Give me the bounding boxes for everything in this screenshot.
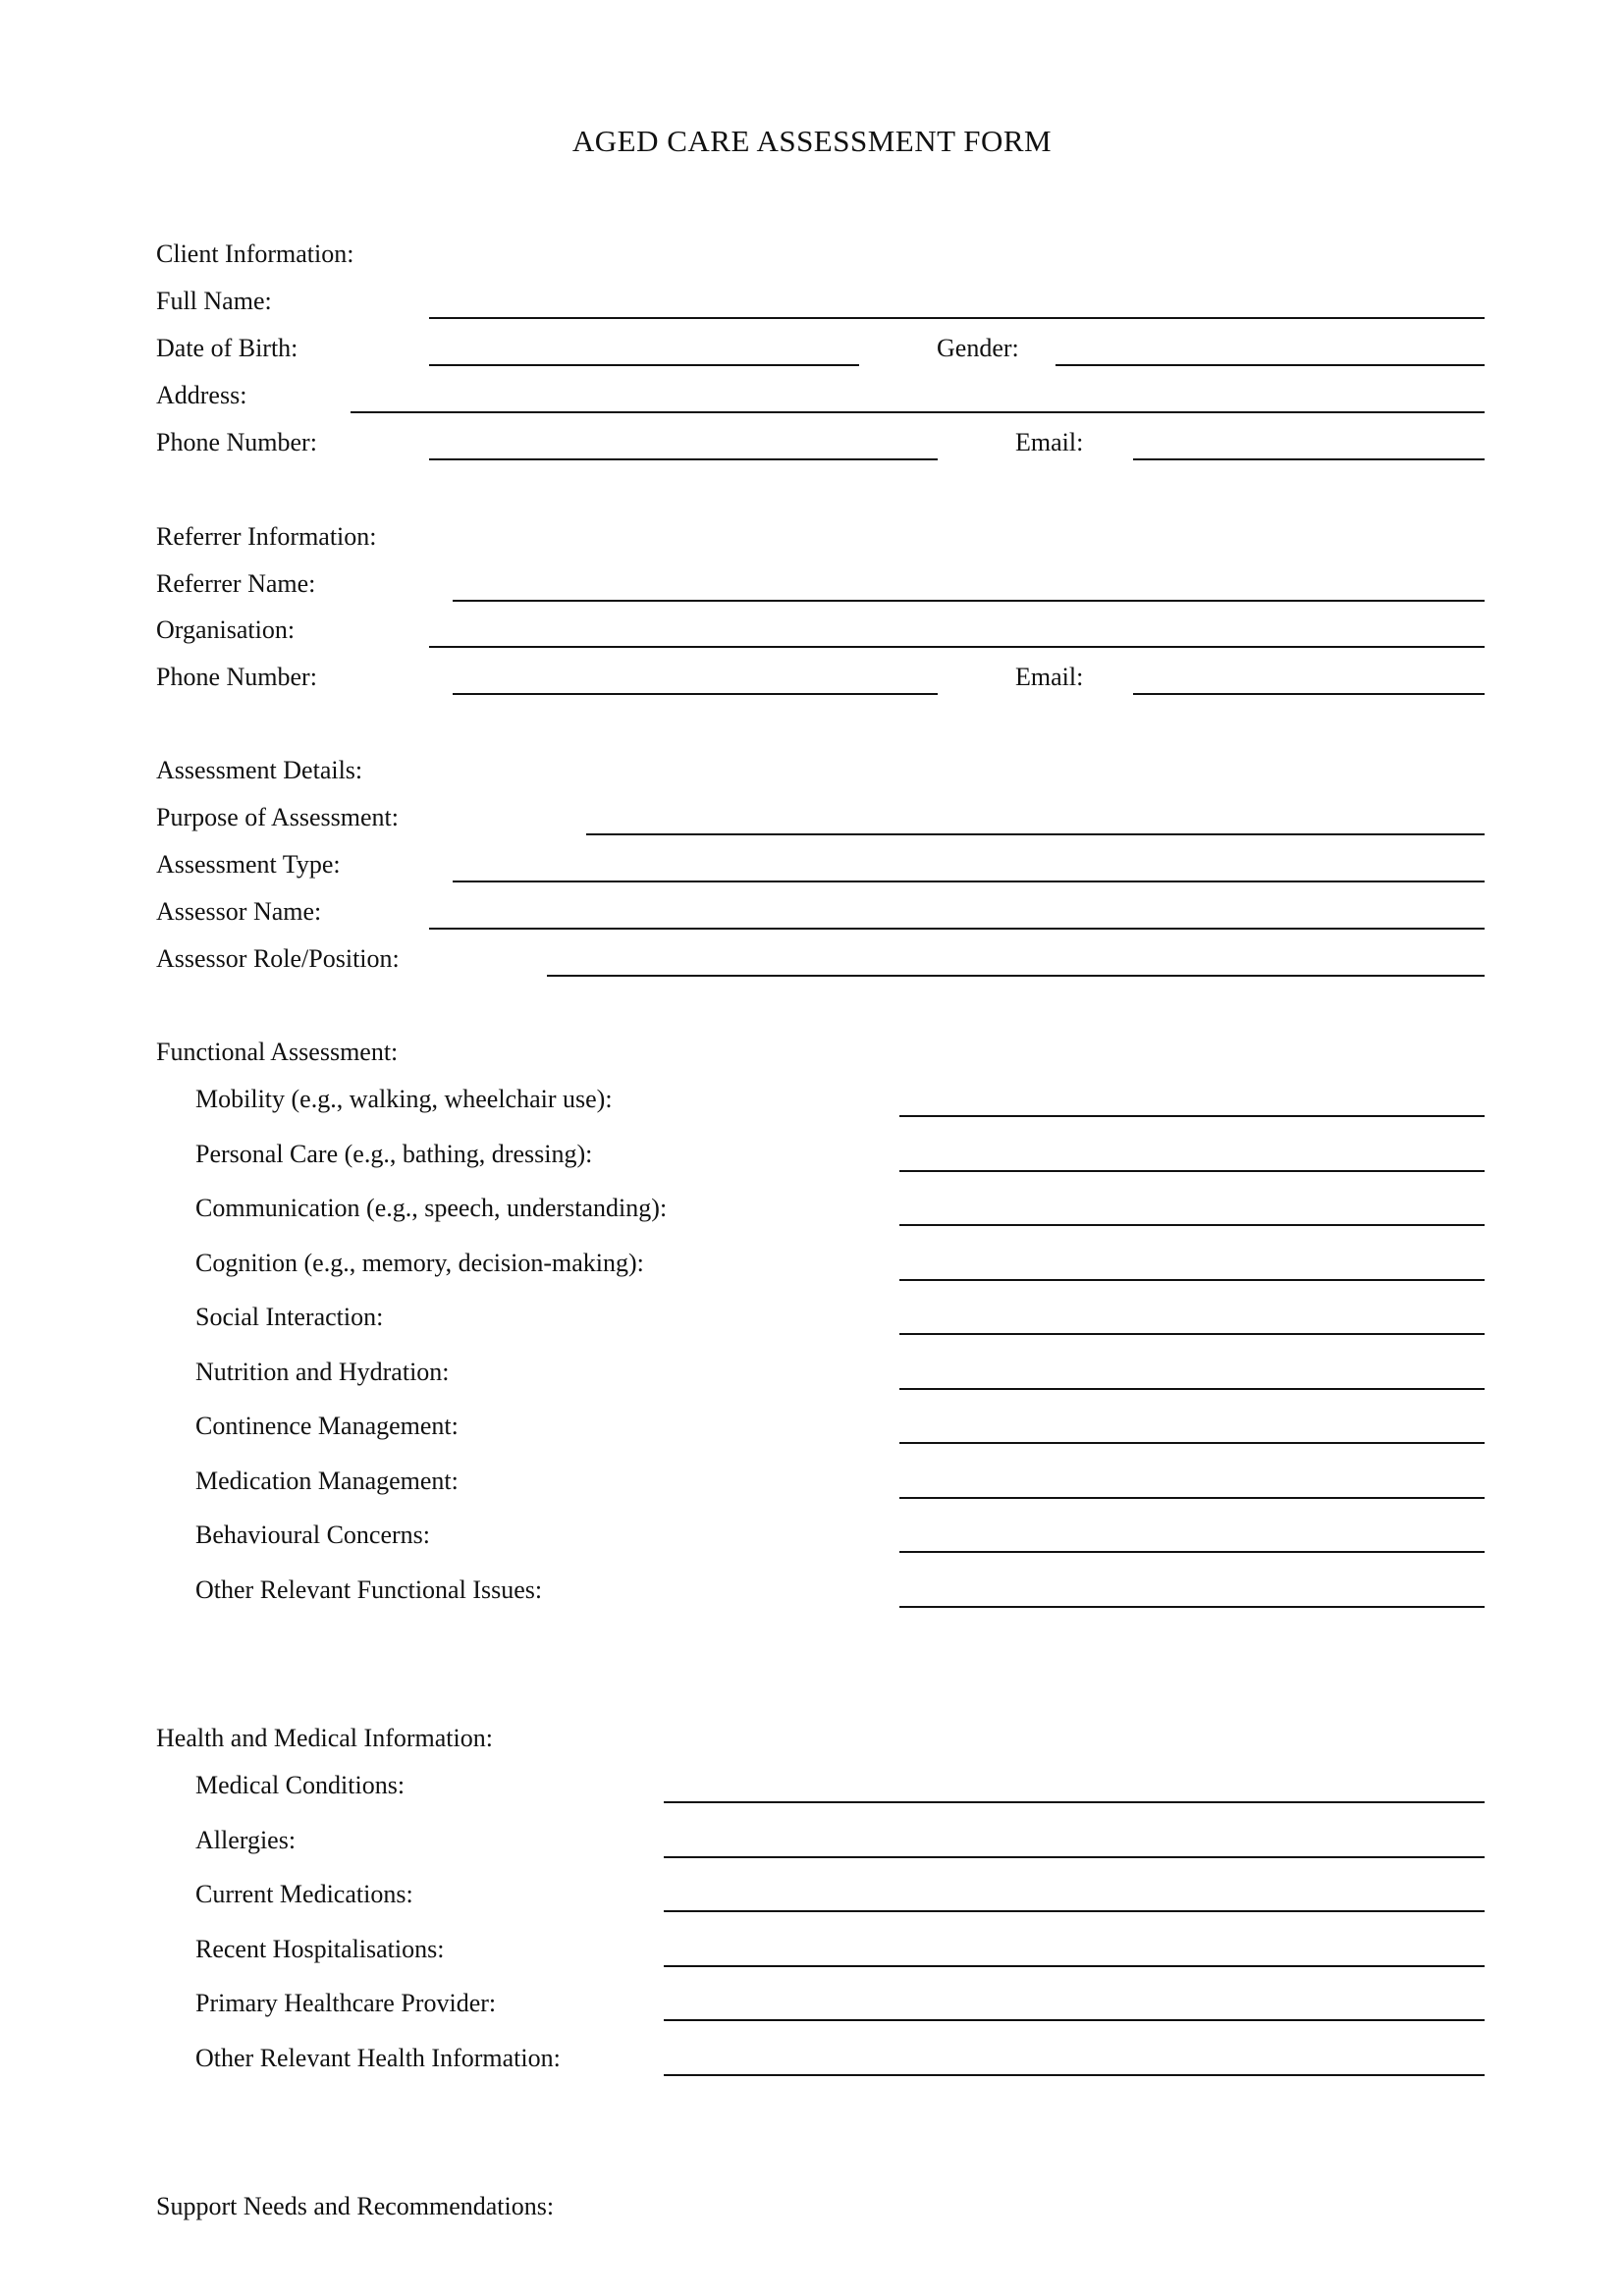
client-email-field[interactable]: [1133, 458, 1485, 460]
referrer-phone-field[interactable]: [453, 693, 938, 695]
behavioural-concerns-field[interactable]: [899, 1551, 1485, 1553]
organisation-field[interactable]: [429, 646, 1485, 648]
form-title: AGED CARE ASSESSMENT FORM: [571, 124, 1053, 158]
functional-item-label: Nutrition and Hydration:: [195, 1358, 450, 1386]
health-item-label: Recent Hospitalisations:: [195, 1935, 445, 1963]
functional-assessment-heading: Functional Assessment:: [156, 1038, 399, 1066]
client-phone-label: Phone Number:: [156, 428, 317, 456]
other-functional-field[interactable]: [899, 1606, 1485, 1608]
assessment-details-heading: Assessment Details:: [156, 756, 363, 784]
personal-care-field[interactable]: [899, 1170, 1485, 1172]
other-health-info-field[interactable]: [664, 2074, 1485, 2076]
date-of-birth-label: Date of Birth:: [156, 334, 298, 362]
functional-item-label: Communication (e.g., speech, understanding):: [195, 1194, 668, 1222]
client-phone-field[interactable]: [429, 458, 938, 460]
assessor-role-label: Assessor Role/Position:: [156, 944, 400, 973]
recent-hospitalisations-field[interactable]: [664, 1965, 1485, 1967]
gender-label: Gender:: [937, 334, 1019, 362]
functional-item-label: Mobility (e.g., walking, wheelchair use):: [195, 1085, 613, 1113]
health-item-label: Medical Conditions:: [195, 1771, 406, 1799]
support-needs-heading: Support Needs and Recommendations:: [156, 2192, 555, 2220]
purpose-label: Purpose of Assessment:: [156, 803, 399, 831]
communication-field[interactable]: [899, 1224, 1485, 1226]
functional-item-label: Continence Management:: [195, 1412, 459, 1440]
address-field[interactable]: [351, 411, 1485, 413]
date-of-birth-field[interactable]: [429, 364, 859, 366]
assessor-name-label: Assessor Name:: [156, 897, 322, 926]
organisation-label: Organisation:: [156, 615, 296, 644]
mobility-field[interactable]: [899, 1115, 1485, 1117]
medication-management-field[interactable]: [899, 1497, 1485, 1499]
health-item-label: Primary Healthcare Provider:: [195, 1989, 497, 2017]
referrer-name-label: Referrer Name:: [156, 569, 316, 598]
health-info-heading: Health and Medical Information:: [156, 1724, 493, 1752]
health-item-label: Other Relevant Health Information:: [195, 2044, 561, 2072]
primary-healthcare-provider-field[interactable]: [664, 2019, 1485, 2021]
medical-conditions-field[interactable]: [664, 1801, 1485, 1803]
full-name-label: Full Name:: [156, 287, 272, 315]
assessment-type-label: Assessment Type:: [156, 850, 341, 879]
nutrition-hydration-field[interactable]: [899, 1388, 1485, 1390]
gender-field[interactable]: [1056, 364, 1485, 366]
referrer-email-field[interactable]: [1133, 693, 1485, 695]
health-item-label: Current Medications:: [195, 1880, 413, 1908]
social-interaction-field[interactable]: [899, 1333, 1485, 1335]
current-medications-field[interactable]: [664, 1910, 1485, 1912]
functional-item-label: Other Relevant Functional Issues:: [195, 1575, 543, 1604]
functional-item-label: Personal Care (e.g., bathing, dressing):: [195, 1140, 593, 1168]
allergies-field[interactable]: [664, 1856, 1485, 1858]
referrer-phone-label: Phone Number:: [156, 663, 317, 691]
assessment-type-field[interactable]: [453, 881, 1485, 882]
purpose-field[interactable]: [586, 833, 1485, 835]
functional-item-label: Behavioural Concerns:: [195, 1521, 430, 1549]
full-name-field[interactable]: [429, 317, 1485, 319]
referrer-info-heading: Referrer Information:: [156, 522, 377, 551]
functional-item-label: Cognition (e.g., memory, decision-making):: [195, 1249, 644, 1277]
functional-item-label: Medication Management:: [195, 1467, 459, 1495]
assessor-role-field[interactable]: [547, 975, 1485, 977]
functional-item-label: Social Interaction:: [195, 1303, 384, 1331]
health-item-label: Allergies:: [195, 1826, 297, 1854]
referrer-email-label: Email:: [1015, 663, 1084, 691]
referrer-name-field[interactable]: [453, 600, 1485, 602]
continence-field[interactable]: [899, 1442, 1485, 1444]
address-label: Address:: [156, 381, 247, 409]
cognition-field[interactable]: [899, 1279, 1485, 1281]
assessor-name-field[interactable]: [429, 928, 1485, 930]
client-info-heading: Client Information:: [156, 240, 354, 268]
client-email-label: Email:: [1015, 428, 1084, 456]
